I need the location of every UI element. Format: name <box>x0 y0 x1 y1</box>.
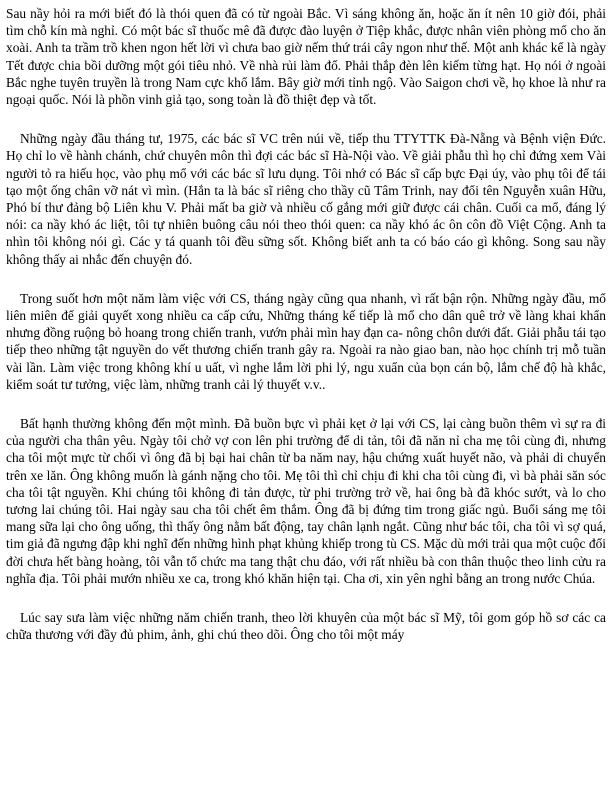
paragraph-4: Bất hạnh thường không đến một mình. Đã buồn bực vì phải kẹt ở lại với CS, lại càng buồn thêm vì sự ra đi của người cha thân yêu. Ngày tôi chở vợ con lên phi trường để di tản, tôi đã năn nỉ cha mẹ tôi cùng đi, nhưng cha tôi một mực từ chối vì ông đã bị bại hai chân từ ba năm nay, hậu chứng xuất huyết não, và phải di chuyển trên xe lăn. Ông không muốn là gánh nặng cho tôi. Mẹ tôi thì chỉ chịu đi khi cha tôi cùng đi, vì bà phải săn sóc cha tôi tật nguyền. Khi chúng tôi không đi tản được, từ phi trường trở về, hai ông bà đã khóc sướt, và lo cho tương lai chúng tôi. Hai ngày sau cha tôi chết êm thắm. Ông đã bị đứng tim trong giấc ngủ. Buổi sáng mẹ tôi mang sữa lại cho ông uống, thì thấy ông nằm bất động, tay chân lạnh ngắt. Cũng như bác tôi, cha tôi vì sợ quá, tim giả đã ngưng đập khi nghĩ đến những hình phạt khủng khiếp trong tù CS. Mặc dù mới trải qua một cuộc đổi đời chưa hết bàng hoàng, tôi vẫn tổ chức ma tang thật chu đáo, với rất nhiều bà con thân thuộc theo linh cửu ra nghĩa địa. Tôi phải mướn nhiều xe ca, trong khó khăn hiện tại. Cha ơi, xin yên nghỉ bằng an trong nước Chúa. <box>6 416 606 586</box>
paragraph-1: Sau nầy hỏi ra mới biết đó là thói quen đã có từ ngoài Bắc. Vì sáng không ăn, hoặc ăn ít nên 10 giờ đói, phải tìm chỗ kín mà nghỉ. Có một bác sĩ thuốc mê đã được đào luyện ở Tiệp khắc, được nhân viên phòng mổ cho ăn xoài. Anh ta trầm trồ khen ngon hết lời vì chưa bao giờ nếm thứ trái cây ngon như thế. Một anh khác kể là ngày Tết được chia bồi dưỡng một gói tiêu nhỏ. Về nhà rủi làm đổ. Phải thắp đèn lên kiếm từng hạt. Họ nói ở ngoài Bắc nghe tuyên truyền là trong Nam cực khổ lắm. Bây giờ mới tỉnh ngộ. Vào Saigon chơi về, họ khoe là như ra ngoại quốc. Nói là phồn vinh giả tạo, song toàn là đồ thiệt đẹp và tốt. <box>6 6 606 108</box>
paragraph-5: Lúc say sưa làm việc những năm chiến tranh, theo lời khuyên của một bác sĩ Mỹ, tôi gom góp hồ sơ các ca chữa thương với đầy đủ phim, ảnh, ghi chú theo dõi. Ông cho tôi một máy <box>6 610 606 643</box>
paragraph-3: Trong suốt hơn một năm làm việc với CS, tháng ngày cũng qua nhanh, vì rất bận rộn. Những ngày đầu, mổ liên miên để giải quyết xong nhiều ca cấp cứu, Những tháng kế tiếp là mổ cho dân quê trở về làng khai khẩn nhưng đồng ruộng bỏ hoang trong chiến tranh, vướn phải mìn hay đạn ca- nông chôn dưới đất. Giải phẫu tái tạo tiếp theo những tật nguyền do vết thương chiến tranh gây ra. Ngoài ra nào giao ban, nào học chính trị mỗ tuần vài lần. Làm việc trong không khí u uất, vì nghe lắm lời phi lý, ngu xuẩn của bọn cán bộ, lắm chế độ hà khắc, kiểm soát tư tưởng, việc làm, những tranh cải lý thuyết v.v.. <box>6 290 606 392</box>
paragraph-2: Những ngày đầu tháng tư, 1975, các bác sĩ VC trên núi về, tiếp thu TTYTTK Đà-Nẵng và Bệnh viện Đức. Họ chỉ lo về hành chánh, chứ chuyên môn thì đợi các bác sĩ Hà-Nội vào. Về giải phẫu thì họ chỉ đứng xem Vài người tỏ ra hiếu học, vào phụ mổ với các bác sĩ lưu dụng. Tôi nhớ có Bác sĩ cấp bực Đại úy, vào phụ tôi để tái tạo một ống chân vỡ nát vì mìn. (Hắn ta là bác sĩ riêng cho thầy cũ Tâm Trinh, nay đổi tên Nguyễn xuân Hữu, Phó bí thư đảng bộ Liên khu V. Phải mất ba giờ và nhiều cố gắng mới giữ được cái chân. Cuối ca mổ, đáng lý nói: ca nầy khó ác liệt, tôi tự nhiên buông câu nói theo thói quen: ca nầy khó ác ôn côn đồ Việt Cộng. Anh ta nhìn tôi không nói gì. Các y tá quanh tôi đều sững sốt. Không biết anh ta có báo cáo gì không. Song sau nầy không thấy ai nhắc đến chuyện đó. <box>6 131 606 267</box>
